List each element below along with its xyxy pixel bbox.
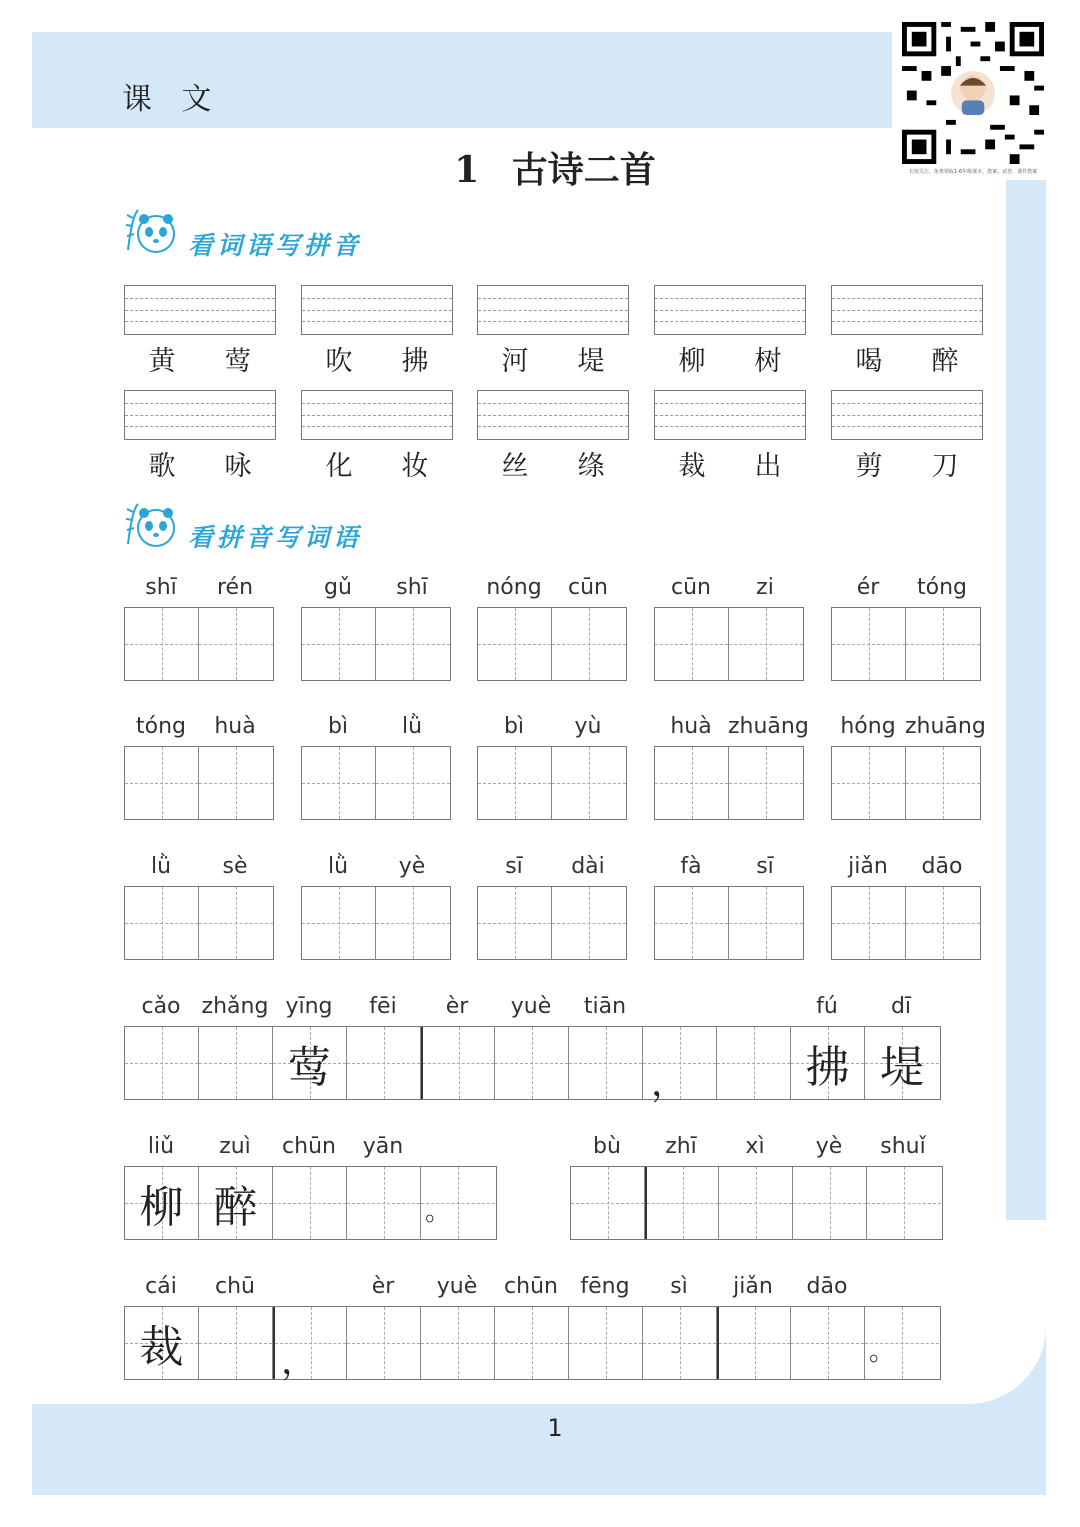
given-char [421, 1307, 494, 1379]
pinyin-label: yè [815, 1134, 843, 1159]
grid-cell[interactable] [643, 1307, 717, 1379]
grid-cell[interactable] [347, 1167, 421, 1239]
section-heading-words: 看拼音写词语 [188, 523, 363, 552]
grid-cell[interactable] [302, 608, 376, 680]
given-char [717, 1027, 790, 1099]
grid-cell[interactable] [552, 608, 626, 680]
guide-line [832, 426, 982, 427]
guide-line [655, 321, 805, 322]
guide-line [125, 321, 275, 322]
guide-line [832, 321, 982, 322]
grid-cell[interactable] [125, 608, 199, 680]
word-label [654, 444, 806, 483]
pinyin-label: yān [362, 1134, 404, 1159]
grid-cell[interactable] [832, 608, 906, 680]
pinyin-label: yuè [510, 994, 552, 1019]
pinyin-label: yuè [436, 1274, 478, 1299]
given-char [347, 1167, 420, 1239]
grid-cell[interactable] [729, 887, 803, 959]
page-number: 1 [547, 1414, 563, 1442]
guide-line [832, 403, 982, 404]
grid-cell[interactable] [906, 608, 980, 680]
word-label [654, 339, 806, 378]
pinyin-label: liǔ [147, 1134, 175, 1159]
guide-line [302, 415, 452, 416]
pinyin-label: lǜ [327, 854, 349, 879]
grid-cell[interactable] [717, 1307, 791, 1379]
pinyin-label: tóng [917, 575, 967, 600]
writing-grid [654, 607, 804, 681]
grid-cell[interactable] [421, 1307, 495, 1379]
pinyin-label: shī [145, 575, 177, 600]
given-char [125, 1027, 198, 1099]
pinyin-label: bì [503, 714, 525, 739]
pinyin-label: xì [745, 1134, 765, 1159]
pinyin-label: cái [145, 1274, 177, 1299]
grid-cell[interactable] [478, 608, 552, 680]
writing-grid [124, 607, 274, 681]
given-char: 醉 [213, 1182, 258, 1233]
pinyin-label: fà [680, 854, 702, 879]
grid-cell[interactable] [552, 747, 626, 819]
grid-cell[interactable] [569, 1307, 643, 1379]
word-label [301, 444, 453, 483]
pinyin-answer-box[interactable] [477, 285, 629, 335]
pinyin-answer-box[interactable] [124, 285, 276, 335]
pinyin-answer-box[interactable] [831, 390, 983, 440]
guide-line [125, 415, 275, 416]
panda-icon [124, 206, 182, 258]
given-char [643, 1307, 716, 1379]
pinyin-answer-box[interactable] [654, 285, 806, 335]
guide-line [125, 426, 275, 427]
pinyin-label: èr [445, 994, 469, 1019]
grid-cell[interactable] [571, 1167, 645, 1239]
grid-cell[interactable] [273, 1307, 347, 1382]
grid-cell[interactable] [199, 1027, 273, 1099]
pinyin-label: lǜ [401, 714, 423, 739]
grid-cell[interactable] [495, 1027, 569, 1099]
pinyin-label: chūn [504, 1274, 558, 1299]
grid-cell[interactable] [302, 747, 376, 819]
pinyin-label: zhuāng [905, 714, 986, 739]
pinyin-label: huà [670, 714, 712, 739]
grid-cell[interactable] [791, 1307, 865, 1379]
word-char: 剪 [855, 451, 883, 482]
pinyin-label: dāo [806, 1274, 848, 1299]
word-char: 绦 [577, 451, 605, 482]
given-char [569, 1027, 642, 1099]
grid-cell[interactable] [273, 1167, 347, 1239]
guide-line [478, 403, 628, 404]
guide-line [125, 403, 275, 404]
pinyin-label: dī [890, 994, 912, 1019]
guide-line [655, 310, 805, 311]
word-char: 拂 [401, 346, 429, 377]
pinyin-label: chūn [282, 1134, 336, 1159]
word-label [477, 339, 629, 378]
pinyin-label: sī [505, 854, 523, 879]
pinyin-label: yīng [285, 994, 333, 1019]
guide-line [125, 310, 275, 311]
writing-grid [124, 886, 274, 960]
pinyin-label: huà [214, 714, 256, 739]
pinyin-label: jiǎn [733, 1274, 773, 1299]
grid-cell[interactable] [643, 1027, 717, 1104]
guide-line [125, 298, 275, 299]
grid-cell[interactable] [347, 1307, 421, 1379]
writing-grid [477, 886, 627, 960]
word-char: 喝 [855, 346, 883, 377]
given-char: 堤 [880, 1042, 924, 1093]
qr-code[interactable] [902, 22, 1044, 164]
writing-grid [831, 886, 981, 960]
writing-grid [831, 607, 981, 681]
grid-cell[interactable] [906, 747, 980, 819]
word-char: 醉 [931, 346, 959, 377]
pinyin-label: tóng [136, 714, 186, 739]
pinyin-label: èr [371, 1274, 395, 1299]
grid-cell[interactable] [376, 887, 450, 959]
grid-cell[interactable] [645, 1167, 719, 1239]
given-char: 拂 [805, 1042, 850, 1093]
word-char: 刀 [931, 451, 959, 482]
word-label [124, 444, 276, 483]
grid-cell[interactable] [273, 1027, 347, 1099]
pinyin-label: shī [396, 575, 428, 600]
grid-cell[interactable] [865, 1027, 939, 1099]
lesson-title: 古诗二首 [511, 149, 656, 191]
pinyin-label: cūn [671, 575, 711, 600]
pinyin-label: dāo [921, 854, 963, 879]
poem-grid [570, 1166, 943, 1240]
section-heading-pinyin: 看词语写拼音 [188, 231, 363, 260]
word-label [831, 339, 983, 378]
pinyin-label: zi [756, 575, 774, 600]
grid-cell[interactable] [729, 608, 803, 680]
guide-line [832, 298, 982, 299]
grid-cell[interactable] [199, 747, 273, 819]
guide-line [302, 321, 452, 322]
word-char: 裁 [678, 451, 706, 482]
comma-mark: ， [651, 1063, 688, 1104]
guide-line [302, 426, 452, 427]
guide-line [655, 415, 805, 416]
writing-grid [477, 607, 627, 681]
pinyin-label: zhuāng [728, 714, 809, 739]
grid-cell[interactable] [199, 887, 273, 959]
given-char [495, 1027, 568, 1099]
pinyin-answer-box[interactable] [124, 390, 276, 440]
guide-line [478, 426, 628, 427]
grid-cell[interactable] [478, 887, 552, 959]
pinyin-answer-box[interactable] [477, 390, 629, 440]
guide-line [478, 415, 628, 416]
grid-cell[interactable] [125, 1167, 199, 1239]
guide-line [302, 310, 452, 311]
grid-cell[interactable] [729, 747, 803, 819]
grid-cell[interactable] [552, 887, 626, 959]
grid-cell[interactable] [495, 1307, 569, 1379]
guide-line [478, 310, 628, 311]
guide-line [832, 415, 982, 416]
period-mark: 。 [869, 1337, 896, 1367]
pinyin-label: ér [856, 575, 880, 600]
pinyin-label: zhī [665, 1134, 697, 1159]
grid-cell[interactable] [655, 747, 729, 819]
lesson-number: 1 [454, 149, 480, 191]
word-char: 堤 [577, 346, 605, 377]
given-char [347, 1027, 420, 1099]
panda-icon [124, 500, 182, 552]
pinyin-label: fú [816, 994, 838, 1019]
pinyin-answer-box[interactable] [301, 285, 453, 335]
writing-grid [831, 746, 981, 820]
word-label [831, 444, 983, 483]
word-char: 柳 [678, 346, 706, 377]
grid-cell[interactable] [791, 1027, 865, 1099]
word-char: 吹 [325, 346, 353, 377]
writing-grid [654, 746, 804, 820]
word-char: 树 [754, 346, 782, 377]
grid-cell[interactable] [125, 747, 199, 819]
pinyin-label: sì [670, 1274, 688, 1299]
guide-line [655, 426, 805, 427]
grid-cell[interactable] [478, 747, 552, 819]
pinyin-label: nóng [486, 575, 542, 600]
grid-cell[interactable] [421, 1027, 495, 1099]
pinyin-label: tiān [583, 994, 627, 1019]
grid-cell[interactable] [125, 887, 199, 959]
pinyin-label: sè [222, 854, 248, 879]
given-char [273, 1167, 346, 1239]
guide-line [655, 403, 805, 404]
given-char [719, 1307, 790, 1379]
grid-cell[interactable] [302, 887, 376, 959]
pinyin-label: fēi [369, 994, 397, 1019]
pinyin-label: gǔ [324, 575, 352, 600]
grid-cell[interactable] [906, 887, 980, 959]
pinyin-label: zhǎng [201, 994, 269, 1019]
grid-cell[interactable] [569, 1027, 643, 1099]
word-char: 歌 [148, 451, 176, 482]
pinyin-label: sī [756, 854, 774, 879]
grid-cell[interactable] [376, 608, 450, 680]
given-char [423, 1027, 494, 1099]
given-char [569, 1307, 642, 1379]
given-char [347, 1307, 420, 1379]
pinyin-label: fēng [580, 1274, 630, 1299]
guide-line [832, 310, 982, 311]
grid-cell[interactable] [867, 1167, 941, 1239]
word-char: 丝 [501, 451, 529, 482]
grid-cell[interactable] [655, 608, 729, 680]
grid-cell[interactable] [199, 1167, 273, 1239]
given-char: 柳 [139, 1182, 184, 1233]
pinyin-label: jiǎn [848, 854, 888, 879]
pinyin-label: yè [398, 854, 426, 879]
writing-grid [301, 746, 451, 820]
pinyin-label: chū [215, 1274, 255, 1299]
given-char [495, 1307, 568, 1379]
grid-cell[interactable] [832, 887, 906, 959]
guide-line [302, 298, 452, 299]
word-label [477, 444, 629, 483]
grid-cell[interactable] [421, 1167, 495, 1239]
grid-cell[interactable] [376, 747, 450, 819]
guide-line [302, 403, 452, 404]
grid-cell[interactable] [199, 608, 273, 680]
word-char: 咏 [224, 451, 252, 482]
pinyin-label: cūn [568, 575, 608, 600]
poem-grid [124, 1306, 941, 1380]
pinyin-label: yù [574, 714, 602, 739]
pinyin-label: bì [327, 714, 349, 739]
pinyin-label: shuǐ [880, 1134, 926, 1159]
grid-cell[interactable] [865, 1307, 939, 1379]
grid-cell[interactable] [125, 1307, 199, 1379]
writing-grid [124, 746, 274, 820]
qr-note: 长按关注，免费领取1-6年级课本、教案、试卷、课件教案 [908, 169, 1038, 175]
guide-line [478, 321, 628, 322]
pinyin-answer-box[interactable] [831, 285, 983, 335]
grid-cell[interactable] [719, 1167, 793, 1239]
grid-cell[interactable] [125, 1027, 199, 1099]
pinyin-answer-box[interactable] [301, 390, 453, 440]
word-char: 出 [754, 451, 782, 482]
grid-cell[interactable] [832, 747, 906, 819]
pinyin-answer-box[interactable] [654, 390, 806, 440]
pinyin-label: hóng [840, 714, 896, 739]
writing-grid [654, 886, 804, 960]
word-char: 妆 [401, 451, 429, 482]
pinyin-label: rén [216, 575, 254, 600]
writing-grid [301, 886, 451, 960]
period-mark: 。 [425, 1197, 452, 1227]
section-label: 课 文 [122, 82, 222, 117]
grid-cell[interactable] [347, 1027, 421, 1099]
word-char: 河 [501, 346, 529, 377]
writing-grid [477, 746, 627, 820]
word-label [124, 339, 276, 378]
given-char [199, 1027, 272, 1099]
grid-cell[interactable] [655, 887, 729, 959]
grid-cell[interactable] [793, 1167, 867, 1239]
given-char [791, 1307, 864, 1379]
pinyin-label: lǜ [150, 854, 172, 879]
pinyin-label: cǎo [141, 994, 181, 1019]
given-char [199, 1307, 272, 1379]
pinyin-label: bù [593, 1134, 621, 1159]
poem-grid [124, 1166, 497, 1240]
word-char: 化 [325, 451, 353, 482]
guide-line [655, 298, 805, 299]
given-char: 莺 [287, 1042, 332, 1093]
grid-cell[interactable] [717, 1027, 791, 1099]
given-char: 裁 [139, 1322, 184, 1373]
guide-line [478, 298, 628, 299]
word-char: 莺 [224, 346, 252, 377]
word-char: 黄 [148, 346, 176, 377]
comma-mark: ， [281, 1341, 318, 1382]
pinyin-label: zuì [219, 1134, 251, 1159]
pinyin-label: dài [571, 854, 605, 879]
poem-grid [124, 1026, 941, 1104]
writing-grid [301, 607, 451, 681]
word-label [301, 339, 453, 378]
grid-cell[interactable] [199, 1307, 273, 1379]
